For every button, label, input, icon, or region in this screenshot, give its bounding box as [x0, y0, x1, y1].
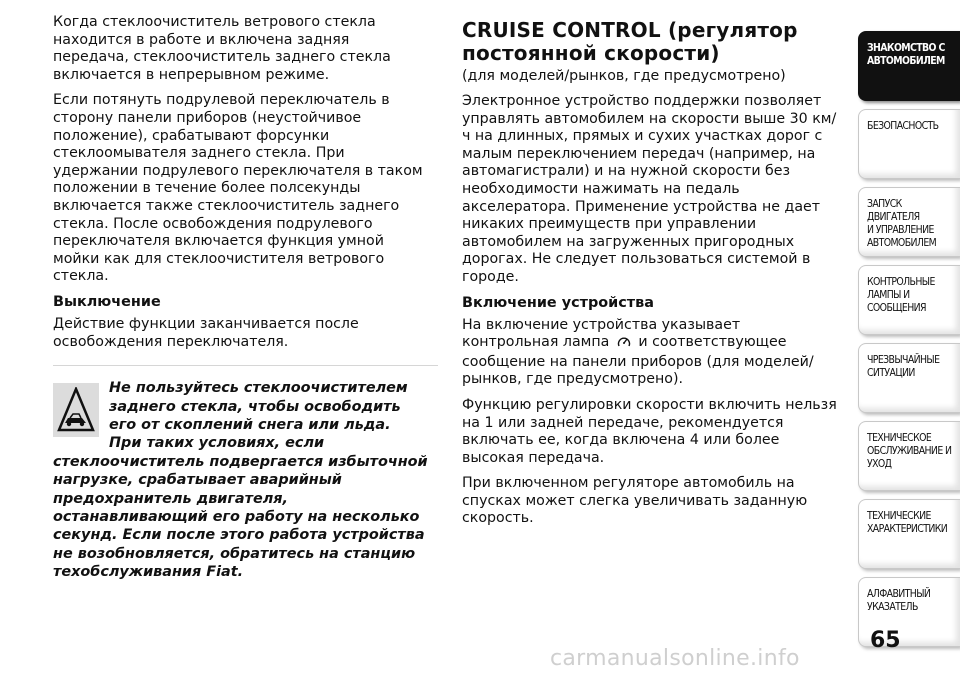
- tab-starting-driving[interactable]: ЗАПУСК ДВИГАТЕЛЯ И УПРАВЛЕНИЕ АВТОМОБИЛЕМ: [858, 187, 960, 257]
- warning-divider: [53, 365, 438, 366]
- paragraph-downhill: При включенном регуляторе автомобиль на спусках может слегка увеличивать заданную скорость.: [462, 475, 808, 527]
- warning-text: Не пользуйтесь стеклоочистителем заднего стекла, чтобы освободить его от скоплений снега или льда. При таких условиях, если стеклоочиститель подвергается избыточной нагрузке, срабатывает аварийный предохранитель двигателя, останавливающий его работу на несколько секунд. Если после этого работа устройства не возобновляется, обратитесь на станцию техобслуживания Fiat.: [53, 380, 428, 581]
- paragraph-indicator: [462, 317, 840, 389]
- paragraph-rear-reverse: Когда стеклоочиститель ветрового стекла находится в работе и включена задняя передача, стеклоочиститель заднего стекла включается в непрерывном режиме.: [53, 14, 391, 83]
- page-number: 65: [870, 628, 901, 653]
- section-title-note: (для моделей/рынков, где предусмотрено): [462, 68, 786, 84]
- paragraph-washer: Если потянуть подрулевой переключатель в сторону панели приборов (неустойчивое положение), срабатывают форсунки стеклоомывателя заднего стекла. При удержании подрулевого переключателя в таком положении в течение более полсекунды включается также стеклоочиститель заднего стекла. После освобождения подрулевого переключателя включается функция умной мойки как для стеклоочистителя ветрового стекла.: [53, 92, 423, 285]
- heading-off: Выключение: [53, 293, 161, 310]
- tab-warning-lights[interactable]: КОНТРОЛЬНЫЕ ЛАМПЫ И СООБЩЕНИЯ: [858, 265, 960, 335]
- tab-emergency[interactable]: ЧРЕЗВЫЧАЙНЫЕ СИТУАЦИИ: [858, 343, 960, 413]
- left-column: [53, 14, 428, 582]
- wiper-warning-icon: [53, 383, 99, 437]
- indicator-text-after: и соответствующее сообщение на панели приборов (для моделей/рынков, где предусмотрено).: [462, 334, 814, 388]
- paragraph-description: Электронное устройство поддержки позволяет управлять автомобилем на скорости выше 30 км/ч на длинных, прямых и сухих участках дорог с малым переключением передач (например, на автомагистрали) и на нужной скорости без необходимости нажимать на педаль акселератора. Применение устройства не дает никаких преимуществ при управлении автомобилем на загруженных пригородных дорогах. Не следует пользоваться системой в городе.: [462, 93, 837, 285]
- right-column: [462, 14, 840, 536]
- indicator-text-before: На включение устройства указывает контрольная лампа: [462, 316, 741, 351]
- speedometer-lamp-icon: [617, 335, 631, 354]
- tab-safety[interactable]: БЕЗОПАСНОСТЬ: [858, 109, 960, 179]
- tab-specifications[interactable]: ТЕХНИЧЕСКИЕ ХАРАКТЕРИСТИКИ: [858, 499, 960, 569]
- paragraph-off: Действие функции заканчивается после освобождения переключателя.: [53, 315, 359, 350]
- tab-vehicle-intro[interactable]: ЗНАКОМСТВО С АВТОМОБИЛЕМ: [858, 31, 960, 101]
- section-title: CRUISE CONTROL (регулятор постоянной скорости): [462, 18, 798, 65]
- heading-on: Включение устройства: [462, 294, 654, 311]
- chapter-tabs: [858, 31, 960, 655]
- warning-block: [53, 365, 428, 581]
- paragraph-gear: Функцию регулировки скорости включить нельзя на 1 или задней передаче, рекомендуется включать ее, когда включена 4 или более высокая передача.: [462, 396, 837, 466]
- tab-maintenance[interactable]: ТЕХНИЧЕСКОЕ ОБСЛУЖИВАНИЕ И УХОД: [858, 421, 960, 491]
- watermark: carmanualsonline.info: [550, 646, 800, 671]
- tab-index[interactable]: АЛФАВИТНЫЙ УКАЗАТЕЛЬ: [858, 577, 960, 647]
